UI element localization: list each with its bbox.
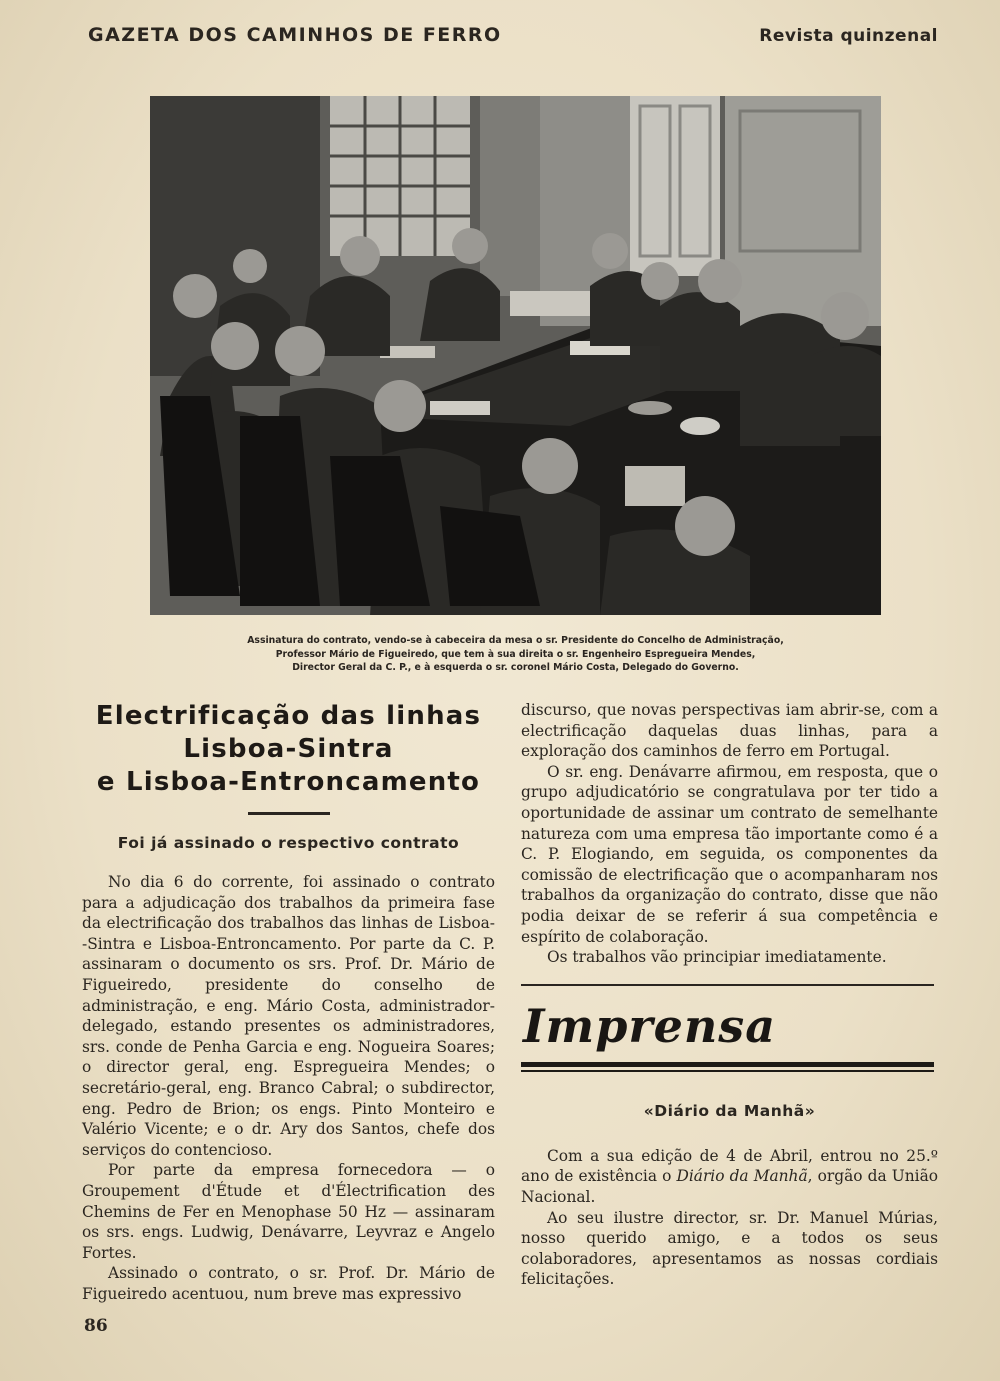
contract-signing-photo: [150, 96, 881, 615]
imprensa-subheadline: «Diário da Manhã»: [643, 1101, 816, 1120]
article-paragraph: O sr. eng. Denávarre afirmou, em resposta, que o grupo adjudicatório se congratulava por ter tido a oportunidade de assinar um contrato de semelhante natureza com uma empresa tão importante como é a C. P. Elogiando, em seguida, os componentes da comissão de electrificação que o acompanharam nos trabalhos da organização do contrato, disse que não podia deixar de se referir á sua competência e espírito de colaboração.: [521, 762, 938, 946]
caption-line: Assinatura do contrato, vendo-se à cabeceira da mesa o sr. Presidente do Concelho de Administração,: [247, 635, 784, 646]
article-paragraph: Por parte da empresa fornecedora — o Groupement d'Étude et d'Électrification des Chemins de Fer en Menophase 50 Hz — assinaram os srs. engs. Ludwig, Denávarre, Leyvraz e Angelo Fortes.: [82, 1161, 495, 1262]
article-subheadline: Foi já assinado o respectivo contrato: [117, 834, 460, 852]
headline-line: Electrificação das linhas: [95, 701, 482, 731]
page-number: 86: [84, 1316, 108, 1336]
publication-frequency: Revista quinzenal: [759, 26, 938, 46]
photo-illustration: [150, 96, 881, 615]
newspaper-title: Diário da Manhã: [676, 1167, 808, 1186]
article-headline: [82, 700, 495, 799]
caption-line: Director Geral da C. P., e à esquerda o sr. coronel Mário Costa, Delegado do Governo.: [292, 662, 739, 673]
imprensa-body: [521, 1146, 938, 1290]
masthead-rule-thick: [521, 1062, 934, 1067]
article-paragraph: Assinado o contrato, o sr. Prof. Dr. Mário de Figueiredo acentuou, num breve mas expressivo: [82, 1264, 495, 1303]
article-continuation: [521, 700, 938, 968]
headline-line: Lisboa-Sintra: [183, 734, 394, 764]
imprensa-masthead: Imprensa: [523, 998, 777, 1053]
masthead-rule-thin: [521, 1070, 934, 1072]
section-divider: [521, 984, 934, 986]
article-paragraph: Os trabalhos vão principiar imediatamente.: [547, 948, 887, 967]
article-body: [82, 872, 495, 1304]
article-column-right: [521, 700, 938, 1290]
publication-title: GAZETA DOS CAMINHOS DE FERRO: [88, 24, 502, 46]
text-run: , orgão da União Nacional.: [521, 1167, 939, 1206]
imprensa-paragraph: [521, 1146, 938, 1208]
article-column-left: [82, 700, 495, 1304]
text-run: Com a sua edição de 4 de Abril, entrou no 25.º ano de existência o: [521, 1146, 938, 1186]
article-paragraph: discurso, que novas perspectivas iam abrir-se, com a electrificação daquelas duas linhas, para a exploração dos caminhos de ferro em Portugal.: [521, 701, 938, 761]
caption-line: Professor Mário de Figueiredo, que tem à sua direita o sr. Engenheiro Espregueira Mendes,: [275, 648, 756, 660]
photo-caption: [150, 634, 881, 675]
headline-rule: [248, 812, 330, 815]
imprensa-paragraph: Ao seu ilustre director, sr. Dr. Manuel Múrias, nosso querido amigo, e a todos os seus colaboradores, apresentamos as nossas cordiais felicitações.: [521, 1208, 938, 1289]
headline-line: e Lisboa-Entroncamento: [96, 767, 481, 797]
running-header: [88, 24, 938, 54]
article-paragraph: No dia 6 do corrente, foi assinado o contrato para a adjudicação dos trabalhos da primeira fase da electrificação dos trabalhos das linhas de Lisboa--Sintra e Lisboa-Entroncamento. Por parte da C. P. assinaram o documento os srs. Prof. Dr. Mário de Figueiredo, presidente do conselho de administração, e eng. Mário Costa, administrador-delegado, estando presentes os administradores, srs. conde de Penha Garcia e eng. Nogueira Soares; o director geral, eng. Espregueira Mendes; o secretário-geral, eng. Branco Cabral; o subdirector, eng. Pedro de Brion; os engs. Pinto Monteiro e Valério Vicente; e o dr. Ary dos Santos, chefe dos serviços do contencioso.: [82, 873, 495, 1159]
